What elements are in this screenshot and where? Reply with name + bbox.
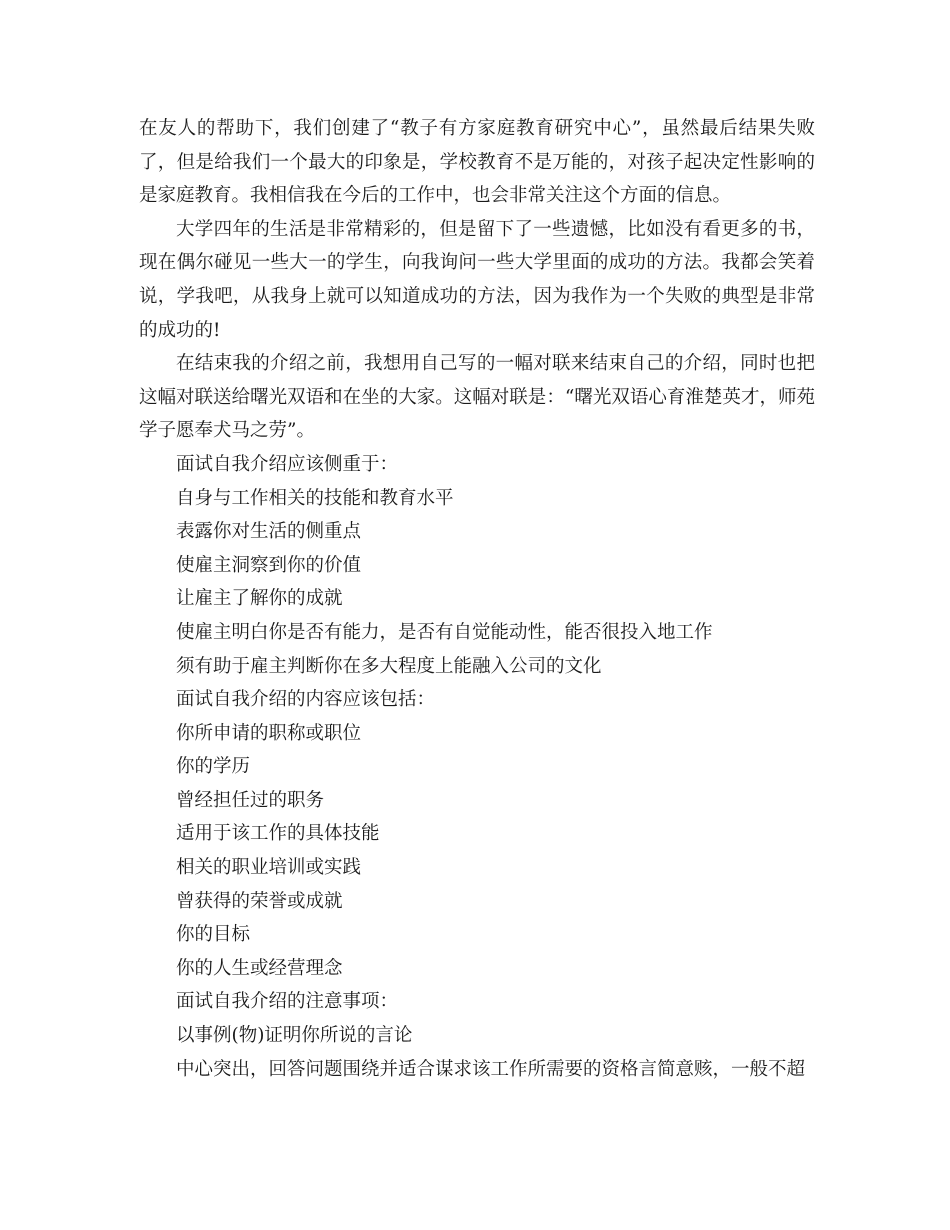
- content-item: 曾获得的荣誉或成就: [176, 890, 343, 912]
- focus-item: 使雇主明白你是否有能力，是否有自觉能动性，能否很投入地工作: [176, 621, 713, 643]
- content-item: 曾经担任过的职务: [176, 789, 325, 811]
- paragraph-university-life: 大学四年的生活是非常精彩的，但是留下了一些遗憾，比如没有看更多的书，现在偶尔碰见一些大一的学生，向我询问一些大学里面的成功的方法。我都会笑着说，学我吧，从我身上就可以知道成功的方法，因为我作为一个失败的典型是非常的成功的!: [139, 218, 815, 341]
- notes-item: 中心突出，回答问题围绕并适合谋求该工作所需要的资格言简意赅，一般不超: [176, 1058, 806, 1080]
- focus-item: 使雇主洞察到你的价值: [176, 554, 362, 576]
- content-heading: 面试自我介绍的内容应该包括：: [176, 689, 436, 711]
- focus-item: 自身与工作相关的技能和教育水平: [176, 487, 454, 509]
- focus-item: 须有助于雇主判断你在多大程度上能融入公司的文化: [176, 655, 602, 677]
- focus-heading: 面试自我介绍应该侧重于：: [176, 453, 399, 475]
- paragraph-closing-couplet: 在结束我的介绍之前，我想用自己写的一幅对联来结束自己的介绍，同时也把这幅对联送给曙光双语和在坐的大家。这幅对联是：“曙光双语心育淮楚英才，师苑学子愿奉犬马之劳”。: [139, 353, 815, 442]
- document-body: [139, 112, 815, 1086]
- focus-item: 表露你对生活的侧重点: [176, 521, 362, 543]
- paragraph-parent-education: 在友人的帮助下，我们创建了“教子有方家庭教育研究中心”，虽然最后结果失败了，但是给我们一个最大的印象是，学校教育不是万能的，对孩子起决定性影响的是家庭教育。我相信我在今后的工作中，也会非常关注这个方面的信息。: [139, 118, 815, 207]
- content-item: 你的人生或经营理念: [176, 957, 343, 979]
- content-item: 相关的职业培训或实践: [176, 857, 362, 879]
- content-item: 你的学历: [176, 756, 251, 778]
- content-item: 你的目标: [176, 924, 251, 946]
- notes-heading: 面试自我介绍的注意事项：: [176, 991, 399, 1013]
- content-item: 适用于该工作的具体技能: [176, 823, 380, 845]
- content-item: 你所申请的职称或职位: [176, 722, 362, 744]
- notes-item: 以事例(物)证明你所说的言论: [176, 1025, 413, 1047]
- focus-item: 让雇主了解你的成就: [176, 588, 343, 610]
